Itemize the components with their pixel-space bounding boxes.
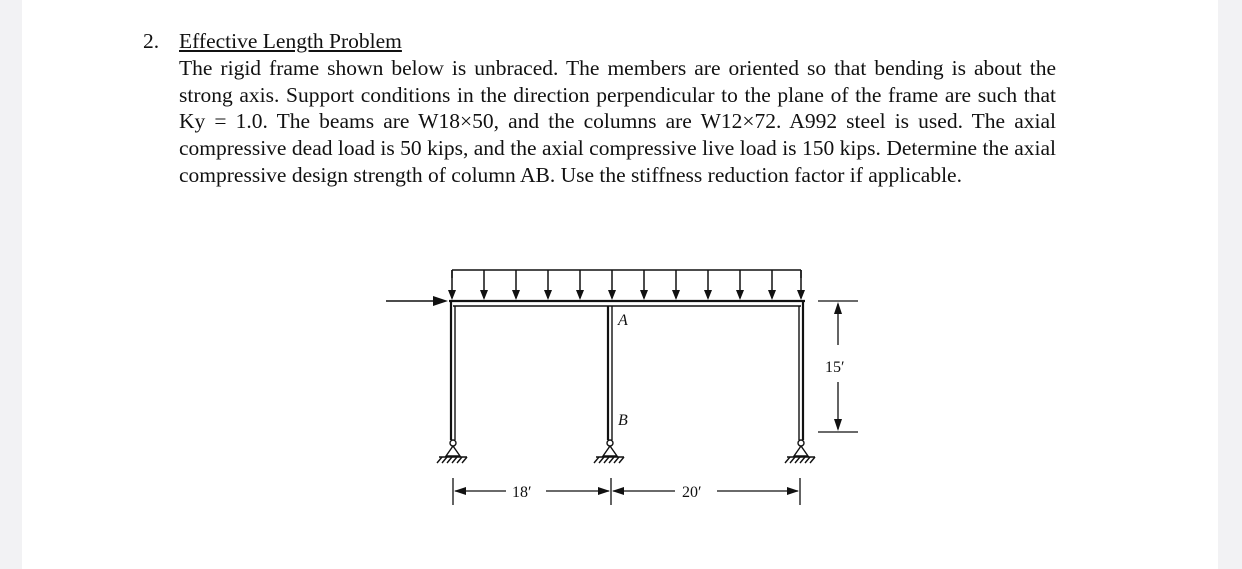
label-b: B [618, 412, 628, 429]
problem-number: 2. [143, 29, 160, 53]
span-dimensions [453, 478, 800, 505]
pin-supports [437, 440, 815, 463]
problem-statement: The rigid frame shown below is unbraced. The members are oriented so that bending is about the strong axis. Support conditions in the direction perpendicular to the plane of the frame are such that Ky = 1.0. The beams are W18×50, and the columns are W12×72. A992 steel is used. The axial compressive dead load is 50 kips, and the axial compressive live load is 150 kips. Determine the axial compressive design strength of column AB. Use the stiffness reduction factor if applicable. [179, 55, 1056, 187]
dimension-right-label: 20′ [682, 484, 702, 501]
distributed-load-arrows [452, 270, 801, 298]
dimension-left-label: 18′ [512, 484, 532, 501]
label-a: A [618, 312, 628, 329]
dimension-height-label: 15′ [825, 359, 845, 376]
problem-title: Effective Length Problem [179, 29, 402, 53]
